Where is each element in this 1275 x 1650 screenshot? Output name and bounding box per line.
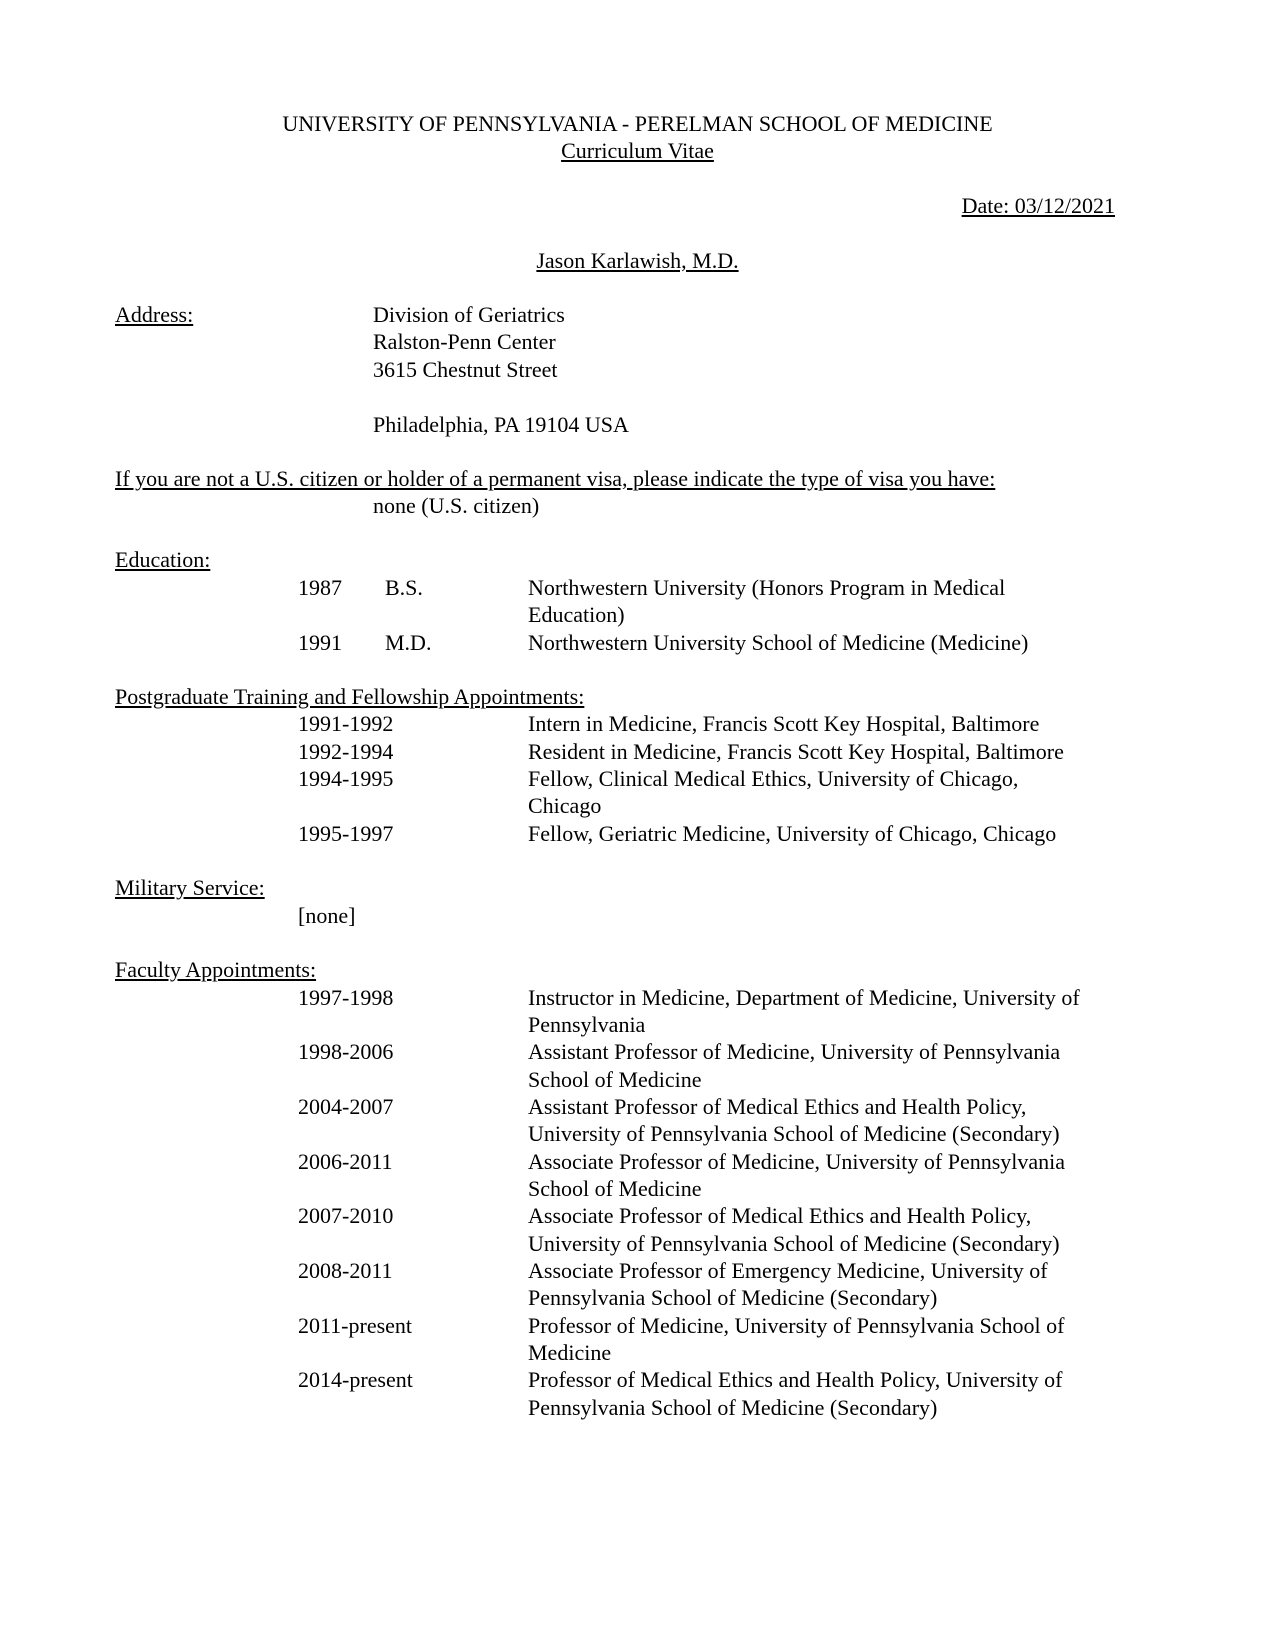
- education-year: 1991: [298, 630, 342, 655]
- postgrad-desc: Fellow, Geriatric Medicine, University of Chicago, Chicago: [528, 821, 1057, 846]
- faculty-desc: Professor of Medical Ethics and Health Policy, University of: [528, 1367, 1063, 1392]
- faculty-dates: 1998-2006: [298, 1039, 394, 1064]
- faculty-desc: Pennsylvania School of Medicine (Secondary): [528, 1395, 938, 1420]
- visa-question: If you are not a U.S. citizen or holder of a permanent visa, please indicate the type of visa you have:: [115, 466, 996, 491]
- faculty-dates: 2004-2007: [298, 1094, 394, 1119]
- address-line: 3615 Chestnut Street: [373, 357, 558, 382]
- postgrad-dates: 1991-1992: [298, 711, 394, 736]
- military-value: [none]: [298, 903, 356, 928]
- faculty-dates: 2006-2011: [298, 1149, 393, 1174]
- faculty-desc: Professor of Medicine, University of Pennsylvania School of: [528, 1313, 1065, 1338]
- education-degree: M.D.: [385, 630, 432, 655]
- faculty-desc: Pennsylvania School of Medicine (Secondary): [528, 1285, 938, 1310]
- faculty-dates: 2008-2011: [298, 1258, 393, 1283]
- address-line: Ralston-Penn Center: [373, 329, 556, 354]
- postgrad-dates: 1995-1997: [298, 821, 394, 846]
- faculty-desc: Instructor in Medicine, Department of Medicine, University of: [528, 985, 1080, 1010]
- faculty-label: Faculty Appointments:: [115, 957, 317, 982]
- faculty-desc: Associate Professor of Medical Ethics and Health Policy,: [528, 1203, 1032, 1228]
- cv-date: Date: 03/12/2021: [961, 193, 1115, 218]
- faculty-dates: 2011-present: [298, 1313, 413, 1338]
- address-label: Address:: [115, 302, 194, 327]
- address-line: Philadelphia, PA 19104 USA: [373, 412, 629, 437]
- doc-type: Curriculum Vitae: [561, 138, 714, 163]
- postgrad-dates: 1994-1995: [298, 766, 394, 791]
- faculty-desc: Assistant Professor of Medicine, University of Pennsylvania: [528, 1039, 1061, 1064]
- faculty-dates: 2014-present: [298, 1367, 413, 1392]
- address-line: Division of Geriatrics: [373, 302, 565, 327]
- postgrad-desc: Chicago: [528, 793, 602, 818]
- faculty-desc: Associate Professor of Emergency Medicine, University of: [528, 1258, 1048, 1283]
- education-degree: B.S.: [385, 575, 423, 600]
- faculty-desc: University of Pennsylvania School of Medicine (Secondary): [528, 1121, 1060, 1146]
- military-label: Military Service:: [115, 875, 265, 900]
- education-desc: Education): [528, 602, 625, 627]
- person-name: Jason Karlawish, M.D.: [536, 248, 739, 273]
- faculty-desc: Assistant Professor of Medical Ethics and Health Policy,: [528, 1094, 1027, 1119]
- postgrad-label: Postgraduate Training and Fellowship Appointments:: [115, 684, 585, 709]
- postgrad-desc: Intern in Medicine, Francis Scott Key Hospital, Baltimore: [528, 711, 1040, 736]
- faculty-dates: 1997-1998: [298, 985, 394, 1010]
- visa-answer: none (U.S. citizen): [373, 493, 540, 518]
- faculty-desc: University of Pennsylvania School of Medicine (Secondary): [528, 1231, 1060, 1256]
- postgrad-desc: Resident in Medicine, Francis Scott Key Hospital, Baltimore: [528, 739, 1064, 764]
- faculty-desc: School of Medicine: [528, 1176, 702, 1201]
- institution-title: UNIVERSITY OF PENNSYLVANIA - PERELMAN SCHOOL OF MEDICINE: [282, 111, 993, 136]
- education-desc: Northwestern University School of Medicine (Medicine): [528, 630, 1029, 655]
- faculty-desc: Pennsylvania: [528, 1012, 646, 1037]
- faculty-desc: Medicine: [528, 1340, 612, 1365]
- education-label: Education:: [115, 547, 211, 572]
- education-year: 1987: [298, 575, 342, 600]
- faculty-desc: Associate Professor of Medicine, University of Pennsylvania: [528, 1149, 1066, 1174]
- education-desc: Northwestern University (Honors Program in Medical: [528, 575, 1006, 600]
- faculty-dates: 2007-2010: [298, 1203, 394, 1228]
- faculty-desc: School of Medicine: [528, 1067, 702, 1092]
- postgrad-desc: Fellow, Clinical Medical Ethics, University of Chicago,: [528, 766, 1019, 791]
- postgrad-dates: 1992-1994: [298, 739, 394, 764]
